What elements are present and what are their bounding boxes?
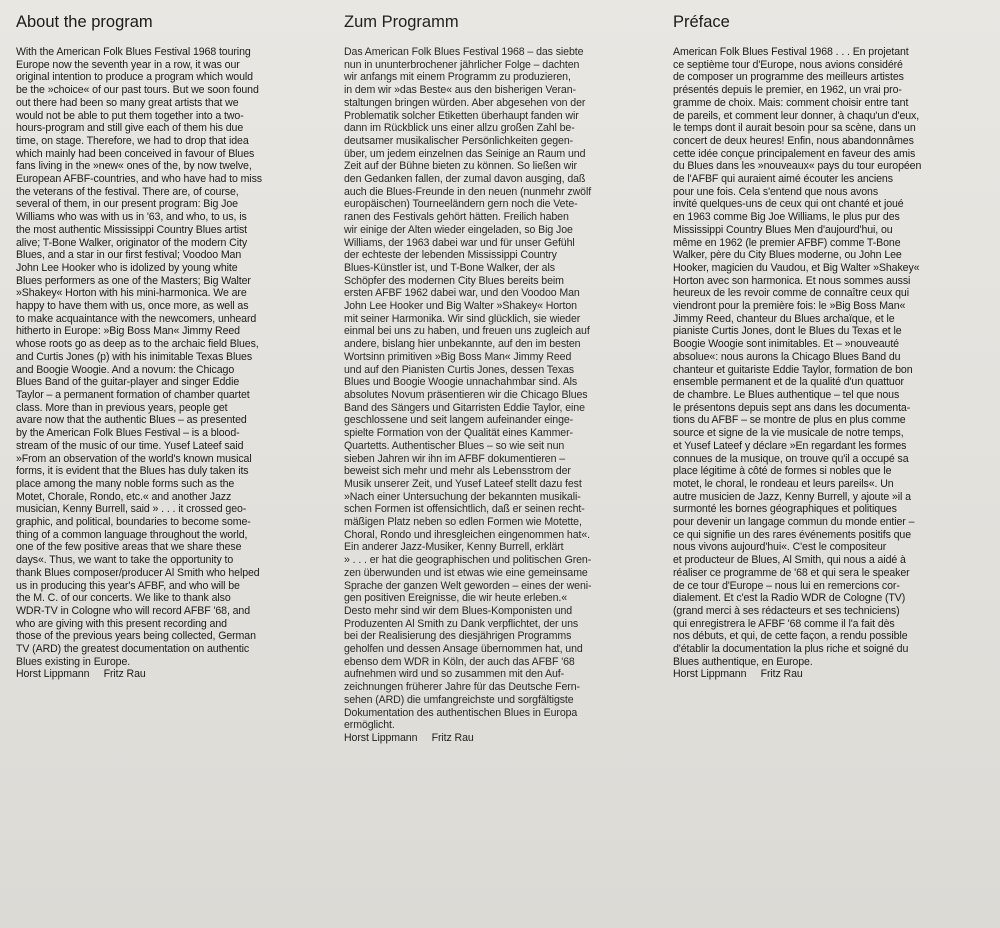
body-german: Das American Folk Blues Festival 1968 – das siebte nun in ununterbrochener jährlicher Folge – dachten wir anfangs mit einem Programm zu produzieren, in dem wir »das Beste« aus den bisherigen Veran- staltungen bringen würden. Aber abgesehen von der Problematik solcher Etiketten überhaupt fanden wir dann im Rückblick uns einer allzu großen Zahl be- deutsamer musikalischer Persönlichkeiten gegen- über, um jedem einzelnen das Seinige an Raum und Zeit auf der Bühne bieten zu können. So ließen wir den Gedanken fallen, der zumal davon ausging, daß auch die Blues-Freunde in den neuen (nunmehr zwölf europäischen) Tourneeländern gern noch die Vete- ranen des Festivals gehört hätten. Freilich haben wir einige der Alten wieder eingeladen, so Big Joe Williams, der 1963 dabei war und für unser Gefühl der echteste der lebenden Mississippi Country Blues-Künstler ist, und T-Bone Walker, der als Schöpfer des modernen City Blues bereits beim ersten AFBF 1962 dabei war, und den Voodoo Man John Lee Hooker und Big Walter »Shakey« Horton mit seiner Harmonika. Wir sind glücklich, sie wieder einmal bei uns zu haben, und freuen uns zugleich auf andere, bislang hier unbekannte, auf den im besten Wortsinn primitiven »Big Boss Man« Jimmy Reed und auf den Pianisten Curtis Jones, dessen Texas Blues und Boogie Woogie unnachahmbar sind. Als absolutes Novum präsentieren wir die Chicago Blues Band des Sängers und Gitarristen Eddie Taylor, eine geschlossene und seit langem aufeinander einge- spielte Formation von der Qualität eines Kammer- Quartetts. Authentischer Blues – so wie seit nun sieben Jahren wir ihn im AFBF dokumentieren – beweist sich mehr und mehr als Lebensstrom der Musik unserer Zeit, und Yusef Lateef stellt dazu fest »Nach einer Untersuchung der bekannten musikali- schen Formen ist offensichtlich, daß er seinen recht- mäßigen Platz neben so edlen Formen wie Motette, Choral, Rondo und ihresgleichen eingenommen hat«. Ein anderer Jazz-Musiker, Kenny Burrell, erklärt » . . . er hat die geographischen und politischen Gren- zen überwunden und ist etwas wie eine gemeinsame Sprache der ganzen Welt geworden – eines der weni- gen positiven Ereignisse, die wir heute erleben.« Desto mehr sind wir dem Blues-Komponisten und Produzenten Al Smith zu Dank verpflichtet, der uns bei der Realisierung des diesjährigen Programms geholfen und dessen Ansage übernommen hat, und ebenso dem WDR in Köln, der auch das AFBF '68 aufnehmen wird und so zusammen mit den Auf- zeichnungen früherer Jahre für das Deutsche Fern- sehen (ARD) die umfangreichste und sorgfältigste Dokumentation des authentischen Blues in Europa ermöglicht. <box>344 46 592 732</box>
signature-german: Horst Lippmann Fritz Rau <box>344 731 474 744</box>
signature-french: Horst Lippmann Fritz Rau <box>673 668 803 681</box>
heading-french: Préface <box>673 13 730 31</box>
column-german <box>344 12 662 745</box>
column-french <box>673 12 991 681</box>
body-english: With the American Folk Blues Festival 1968 touring Europe now the seventh year in a row, it was our original intention to produce a program which would be the »choice« of our past tours. But we soon found out there had been so many great artists that we would not be able to put them together into a two- hours-program and still give each of them his due time, on stage. Therefore, we had to drop that idea which mainly had been conceived in favour of Blues fans living in the »new« ones of the, by now twelve, European AFBF-countries, and who have had to miss the veterans of the festival. There are, of course, several of them, in our present program: Big Joe Williams who was with us in '63, and who, to us, is the most authentic Mississippi Country Blues artist alive; T-Bone Walker, originator of the modern City Blues, and a star in our first festival; Voodoo Man John Lee Hooker who is idolized by young white Blues performers as one of the Masters; Big Walter »Shakey« Horton with his mini-harmonica. We are happy to have them with us, once more, as well as to make acquaintance with the newcomers, unheard hitherto in Europe: »Big Boss Man« Jimmy Reed whose roots go as deep as to the archaic field Blues, and Curtis Jones (p) with his inimitable Texas Blues and Boogie Woogie. And a novum: the Chicago Blues Band of the guitar-player and singer Eddie Taylor – a permanent formation of chamber quartet class. More than in previous years, people get avare now that the authentic Blues – as presented by the American Folk Blues Festival – is a blood- stream of the music of our time. Yusef Lateef said »From an observation of the world's known musical forms, it is evident that the Blues has duly taken its place among the many noble forms such as the Motet, Chorale, Rondo, etc.« and another Jazz musician, Kenny Burrell, said » . . . it crossed geo- graphic, and political, boundaries to become some- thing of a common language throughout the world, one of the few positive areas that we share these days«. Thus, we want to take the opportunity to thank Blues composer/producer Al Smith who helped us in producing this year's AFBF, and who will be the M. C. of our concerts. We like to thank also WDR-TV in Cologne who will record AFBF '68, and who are giving with this present recording and those of the previous years being collected, German TV (ARD) the greatest documentation on authentic Blues existing in Europe. <box>16 46 262 668</box>
column-english <box>16 12 334 681</box>
signature-english: Horst Lippmann Fritz Rau <box>16 668 146 681</box>
heading-english: About the program <box>16 13 153 31</box>
heading-german: Zum Programm <box>344 13 459 31</box>
body-french: American Folk Blues Festival 1968 . . . En projetant ce septième tour d'Europe, nous avions considéré de composer un programme des meilleurs artistes présentés depuis le premier, en 1962, un vrai pro- gramme de choix. Mais: comment choisir entre tant de pareils, et comment leur donner, à chaqu'un d'eux, le temps dont il aurait besoin pour sa scène, dans un concert de deux heures! Enfin, nous abandonnâmes cette idée conçue principalement en faveur des amis du Blues dans les »nouveaux« pays du tour européen de l'AFBF qui auraient aimé écouter les anciens pour une fois. Cela s'entend que nous avons invité quelques-uns de ceux qui ont chanté et joué en 1963 comme Big Joe Williams, le plus pur des Mississippi Country Blues Men d'aujourd'hui, ou même en 1962 (le premier AFBF) comme T-Bone Walker, père du City Blues moderne, ou John Lee Hooker, magicien du Vaudou, et Big Walter »Shakey« Horton avec son harmonica. Et nous sommes aussi heureux de les revoir comme de connaître ceux qui viendront pour la première fois: le »Big Boss Man« Jimmy Reed, chanteur du Blues archaïque, et le pianiste Curtis Jones, dont le Blues du Texas et le Boogie Woogie sont inimitables. Et – »nouveauté absolue«: nous aurons la Chicago Blues Band du chanteur et guitariste Eddie Taylor, formation de bon ensemble permanent et de la qualité d'un quattuor de chambre. Le Blues authentique – tel que nous le présentons depuis sept ans dans les documenta- tions du AFBF – se montre de plus en plus comme source et signe de la vie musicale de notre temps, et Yusef Lateef y déclare »En regardant les formes connues de la musique, on trouve qu'il a occupé sa place légitime à côté de formes si nobles que le motet, le choral, le rondeau et leurs pareils«. Un autre musicien de Jazz, Kenny Burrell, y ajoute »il a surmonté les bornes géographiques et politiques pour devenir un langage commun du monde entier – ce qui signifie un des rares événements positifs que nous vivons aujourd'hui«. C'est le compositeur et producteur de Blues, Al Smith, qui nous a aidé à réaliser ce programme de '68 et qui sera le speaker de ce tour d'Europe – nous lui en remercions cor- dialement. Et c'est la Radio WDR de Cologne (TV) (grand merci à ses rédacteurs et ses techniciens) qui enregistrera le AFBF '68 comme il l'a fait dès nos débuts, et qui, de cette façon, a rendu possible d'établir la documentation la plus riche et soigné du Blues authentique, en Europe. <box>673 46 922 668</box>
